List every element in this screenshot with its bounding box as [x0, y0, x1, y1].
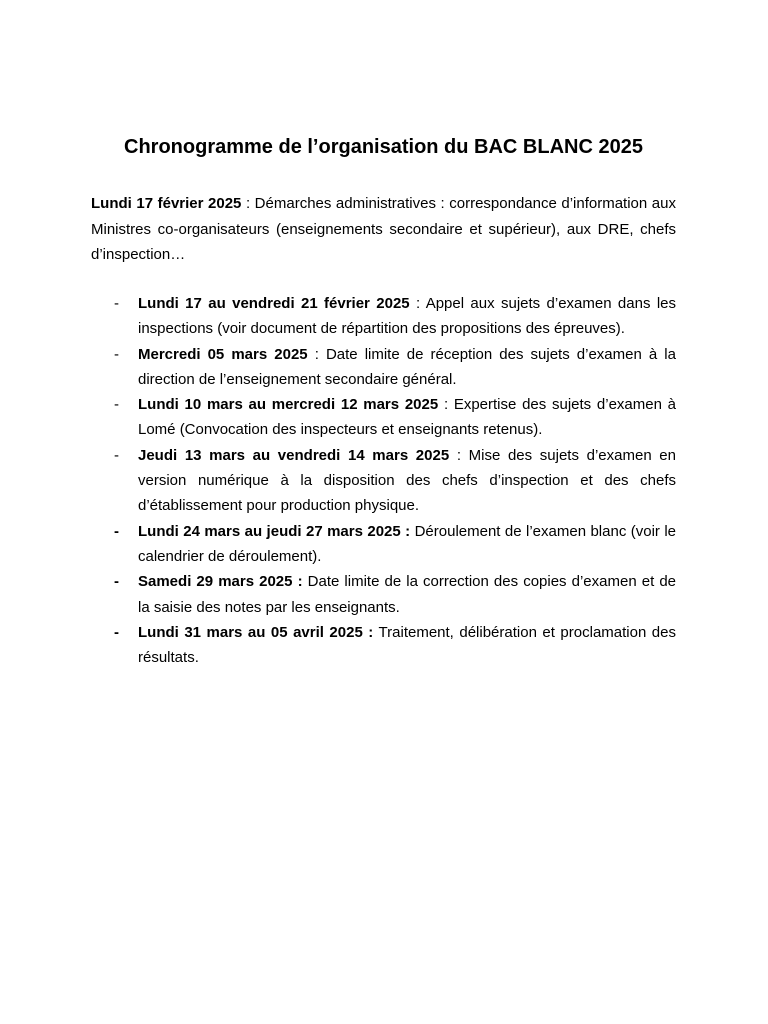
schedule-date: Mercredi 05 mars 2025: [138, 345, 308, 363]
schedule-text: Date limite de la correction des copies d’examen et de la saisie des notes par les enseignants.: [138, 573, 677, 616]
intro-text: : Démarches administratives : correspondance d’information aux Ministres co-organisateurs (enseignements secondaire et supérieur), aux DRE, chefs d’inspection…: [91, 195, 676, 263]
intro-date: Lundi 17 février 2025: [91, 195, 242, 212]
schedule-text: : Appel aux sujets d’examen dans les inspections (voir document de répartition des propositions des épreuves).: [138, 295, 676, 338]
schedule-text: : Mise des sujets d’examen en version numérique à la disposition des chefs d’inspection et des chefs d’établissement pour production physique.: [138, 446, 676, 515]
list-bullet: -: [114, 522, 119, 540]
schedule-date: Samedi 29 mars 2025 :: [138, 573, 303, 591]
schedule-text: : Expertise des sujets d’examen à Lomé (Convocation des inspecteurs et enseignants retenus).: [138, 396, 677, 439]
schedule-text: Traitement, délibération et proclamation des résultats.: [138, 623, 676, 667]
schedule-text: : Date limite de réception des sujets d’examen à la direction de l’enseignement secondaire général.: [138, 345, 676, 388]
schedule-item: [91, 519, 676, 570]
list-bullet: -: [114, 295, 119, 312]
schedule-date: Lundi 17 au vendredi 21 février 2025: [138, 295, 410, 312]
schedule-date: Lundi 10 mars au mercredi 12 mars 2025: [138, 396, 439, 414]
schedule-date: Lundi 31 mars au 05 avril 2025 :: [138, 623, 374, 641]
list-bullet: -: [114, 573, 119, 591]
schedule-item: [91, 443, 676, 519]
schedule-date: Jeudi 13 mars au vendredi 14 mars 2025: [138, 446, 450, 464]
schedule-text: Déroulement de l’examen blanc (voir le calendrier de déroulement).: [138, 522, 676, 565]
schedule-item: [91, 342, 676, 393]
document-title: Chronogramme de l’organisation du BAC BLANC 2025: [124, 136, 643, 158]
list-bullet: -: [114, 396, 119, 414]
schedule-item: [91, 569, 676, 620]
list-bullet: -: [114, 623, 119, 641]
schedule-item: [91, 291, 676, 342]
list-bullet: -: [114, 446, 119, 464]
schedule-item: [91, 620, 676, 671]
list-bullet: -: [114, 345, 119, 363]
intro-paragraph: [91, 191, 676, 268]
schedule-list: [91, 291, 676, 670]
schedule-date: Lundi 24 mars au jeudi 27 mars 2025 :: [138, 522, 411, 540]
schedule-item: [91, 392, 676, 443]
